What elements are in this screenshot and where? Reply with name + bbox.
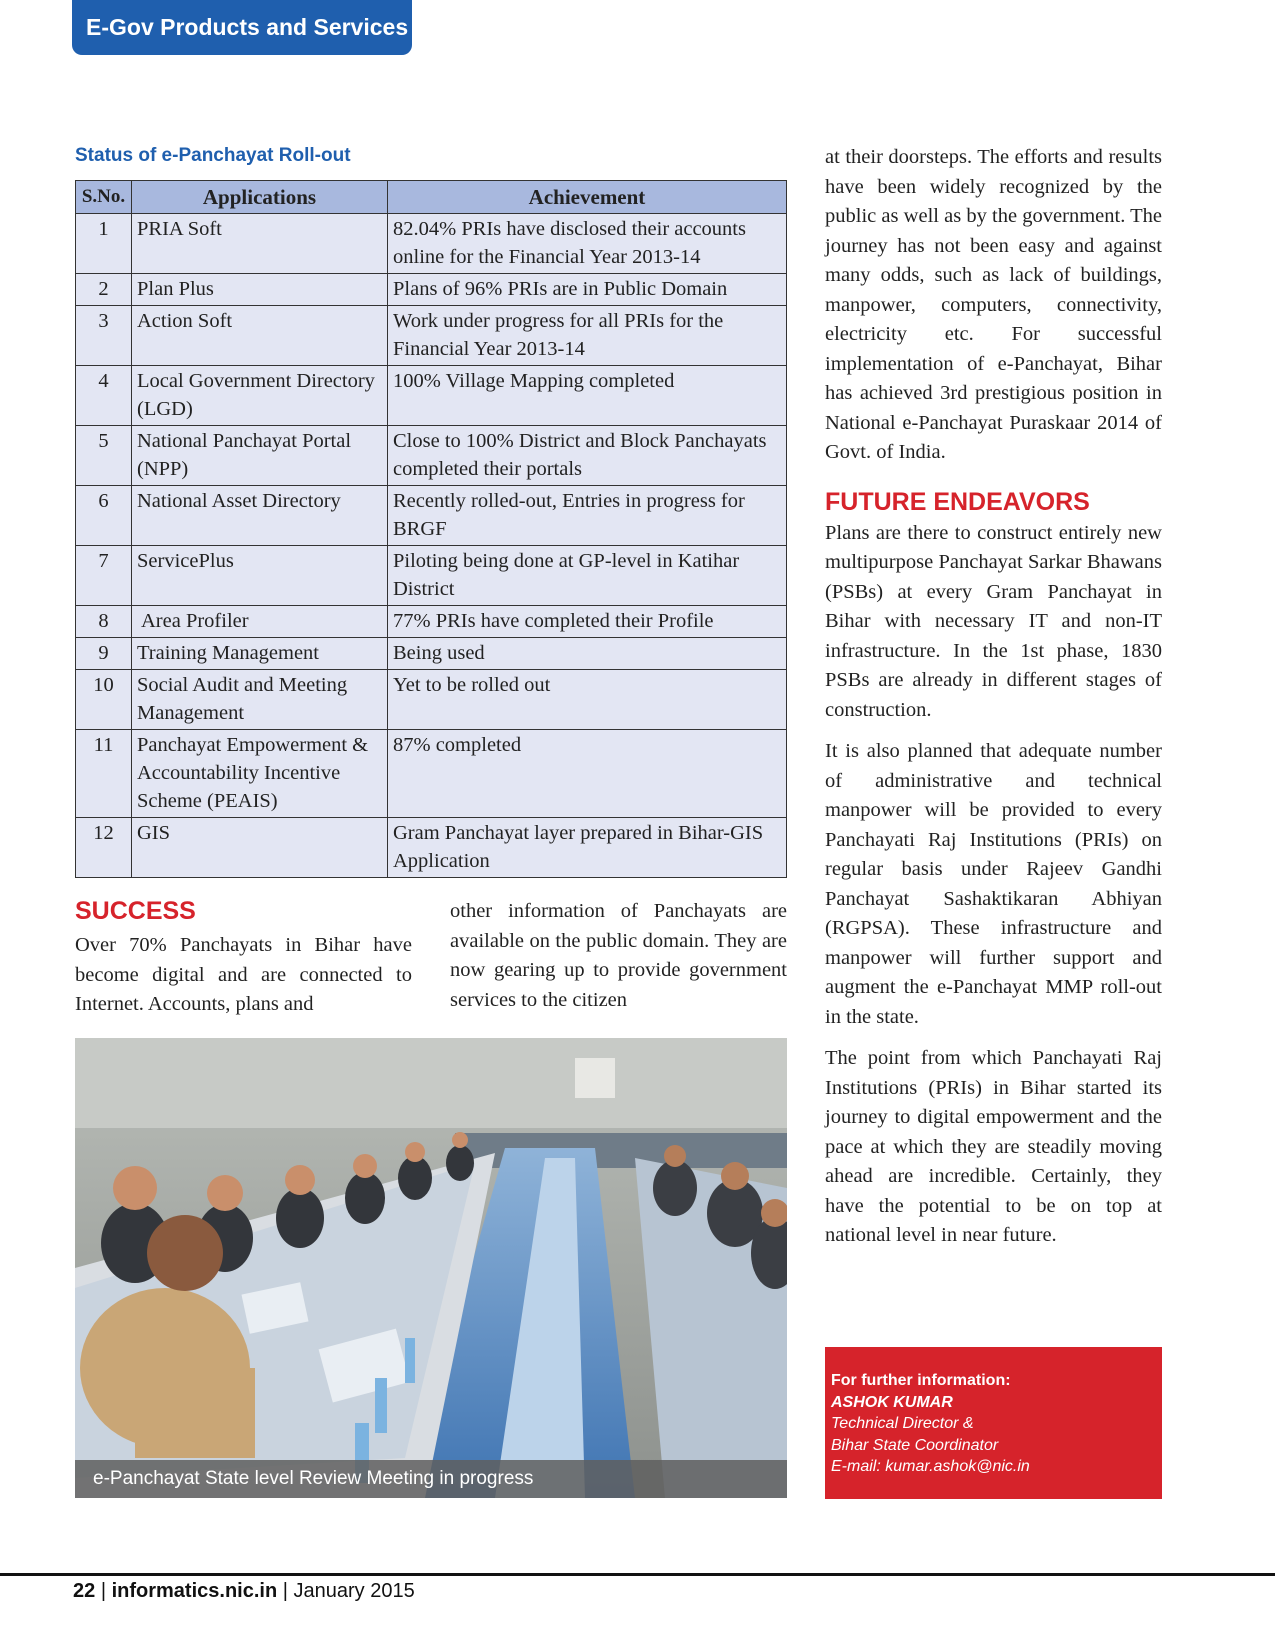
cell-sno: 6	[76, 486, 132, 546]
column-header-applications: Applications	[132, 181, 388, 214]
cell-application: PRIA Soft	[132, 214, 388, 274]
cell-sno: 11	[76, 730, 132, 818]
table-row	[76, 366, 787, 426]
footer-separator: |	[100, 1580, 107, 1602]
contact-info-box	[825, 1347, 1162, 1499]
cell-achievement: Recently rolled-out, Entries in progress for BRGF	[388, 486, 787, 546]
cell-achievement: Gram Panchayat layer prepared in Bihar-GIS Application	[388, 818, 787, 878]
cell-achievement: 77% PRIs have completed their Profile	[388, 606, 787, 638]
meeting-photo-illustration	[75, 1038, 787, 1498]
cell-achievement: Piloting being done at GP-level in Katihar District	[388, 546, 787, 606]
cell-application: ServicePlus	[132, 546, 388, 606]
right-paragraph-2: Plans are there to construct entirely new multipurpose Panchayat Sarkar Bhawans (PSBs) at every Gram Panchayat in Bihar with necessary IT and non-IT infrastructure. In the 1st phase, 1830 PSBs are already in different stages of construction.	[825, 521, 1162, 721]
column-header-achievement: Achievement	[388, 181, 787, 214]
table-row	[76, 426, 787, 486]
footer-separator: |	[282, 1580, 288, 1602]
cell-achievement: 87% completed	[388, 730, 787, 818]
right-paragraph-3: It is also planned that adequate number of administrative and technical manpower will be provided to every Panchayati Raj Institutions (PRIs) on regular basis under Rajeev Gandhi Panchayat Sashaktikaran Abhiyan (RGPSA). These infrastructure and manpower will further support and augment the e-Panchayat MMP roll-out in the state.	[825, 740, 1162, 1028]
cell-sno: 8	[76, 606, 132, 638]
table-header-row	[76, 181, 787, 214]
cell-achievement: Yet to be rolled out	[388, 670, 787, 730]
table-row	[76, 670, 787, 730]
page-number: 22	[73, 1580, 96, 1602]
cell-application: GIS	[132, 818, 388, 878]
section-tab: E-Gov Products and Services	[72, 0, 412, 55]
cell-achievement: Being used	[388, 638, 787, 670]
cell-application: Training Management	[132, 638, 388, 670]
cell-sno: 3	[76, 306, 132, 366]
cell-sno: 5	[76, 426, 132, 486]
status-table	[75, 180, 787, 878]
footer	[73, 1580, 415, 1603]
success-paragraph-part1: Over 70% Panchayats in Bihar have become digital and are connected to Internet. Accounts, plans and	[75, 934, 412, 1015]
cell-sno: 10	[76, 670, 132, 730]
cell-application: Plan Plus	[132, 274, 388, 306]
table-row	[76, 818, 787, 878]
cell-sno: 9	[76, 638, 132, 670]
table-title: Status of e-Panchayat Roll-out	[75, 145, 351, 166]
success-heading: SUCCESS	[75, 897, 196, 925]
cell-application: Panchayat Empowerment & Accountability Incentive Scheme (PEAIS)	[132, 730, 388, 818]
future-endeavors-heading: FUTURE ENDEAVORS	[825, 487, 1090, 516]
contact-title-line2: Bihar State Coordinator	[831, 1436, 999, 1454]
right-column	[825, 143, 1162, 1263]
table-row	[76, 730, 787, 818]
contact-email[interactable]: E-mail: kumar.ashok@nic.in	[831, 1458, 1030, 1475]
cell-sno: 12	[76, 818, 132, 878]
table-row	[76, 606, 787, 638]
cell-achievement: 100% Village Mapping completed	[388, 366, 787, 426]
contact-title-line1: Technical Director &	[831, 1415, 974, 1432]
table-row	[76, 486, 787, 546]
cell-application: Social Audit and Meeting Management	[132, 670, 388, 730]
success-paragraph-part2: other information of Panchayats are available on the public domain. They are now gearing up to provide government services to the citizen	[450, 900, 787, 1011]
cell-achievement: 82.04% PRIs have disclosed their accounts online for the Financial Year 2013-14	[388, 214, 787, 274]
cell-sno: 7	[76, 546, 132, 606]
cell-achievement: Work under progress for all PRIs for the Financial Year 2013-14	[388, 306, 787, 366]
footer-issue: January 2015	[293, 1580, 415, 1602]
table-row	[76, 274, 787, 306]
cell-sno: 4	[76, 366, 132, 426]
cell-application: Area Profiler	[132, 606, 388, 638]
cell-application: Local Government Directory (LGD)	[132, 366, 388, 426]
cell-application: National Panchayat Portal (NPP)	[132, 426, 388, 486]
cell-achievement: Close to 100% District and Block Panchayats completed their portals	[388, 426, 787, 486]
contact-label: For further information:	[831, 1372, 1011, 1389]
cell-sno: 1	[76, 214, 132, 274]
cell-achievement: Plans of 96% PRIs are in Public Domain	[388, 274, 787, 306]
cell-application: Action Soft	[132, 306, 388, 366]
footer-divider	[0, 1573, 1275, 1576]
table-row	[76, 546, 787, 606]
footer-site-link[interactable]: informatics.nic.in	[111, 1580, 278, 1602]
photo-caption: e-Panchayat State level Review Meeting in progress	[75, 1460, 787, 1498]
right-paragraph-4: The point from which Panchayati Raj Institutions (PRIs) in Bihar started its journey to digital empowerment and the pace at which they are steadily moving ahead are incredible. Certainly, they have the potential to be on top at national level in near future.	[825, 1047, 1162, 1246]
cell-application: National Asset Directory	[132, 486, 388, 546]
contact-name: ASHOK KUMAR	[831, 1393, 953, 1411]
cell-sno: 2	[76, 274, 132, 306]
table-row	[76, 306, 787, 366]
meeting-photo	[75, 1038, 787, 1498]
right-paragraph-1: at their doorsteps. The efforts and results have been widely recognized by the public as well as by the government. The journey has not been easy and against many odds, such as lack of buildings, manpower, computers, connectivity, electricity etc. For successful implementation of e-Panchayat, Bihar has achieved 3rd prestigious position in National e-Panchayat Puraskaar 2014 of Govt. of India.	[825, 146, 1162, 463]
table-row	[76, 638, 787, 670]
column-header-sno: S.No.	[76, 181, 132, 214]
table-row	[76, 214, 787, 274]
